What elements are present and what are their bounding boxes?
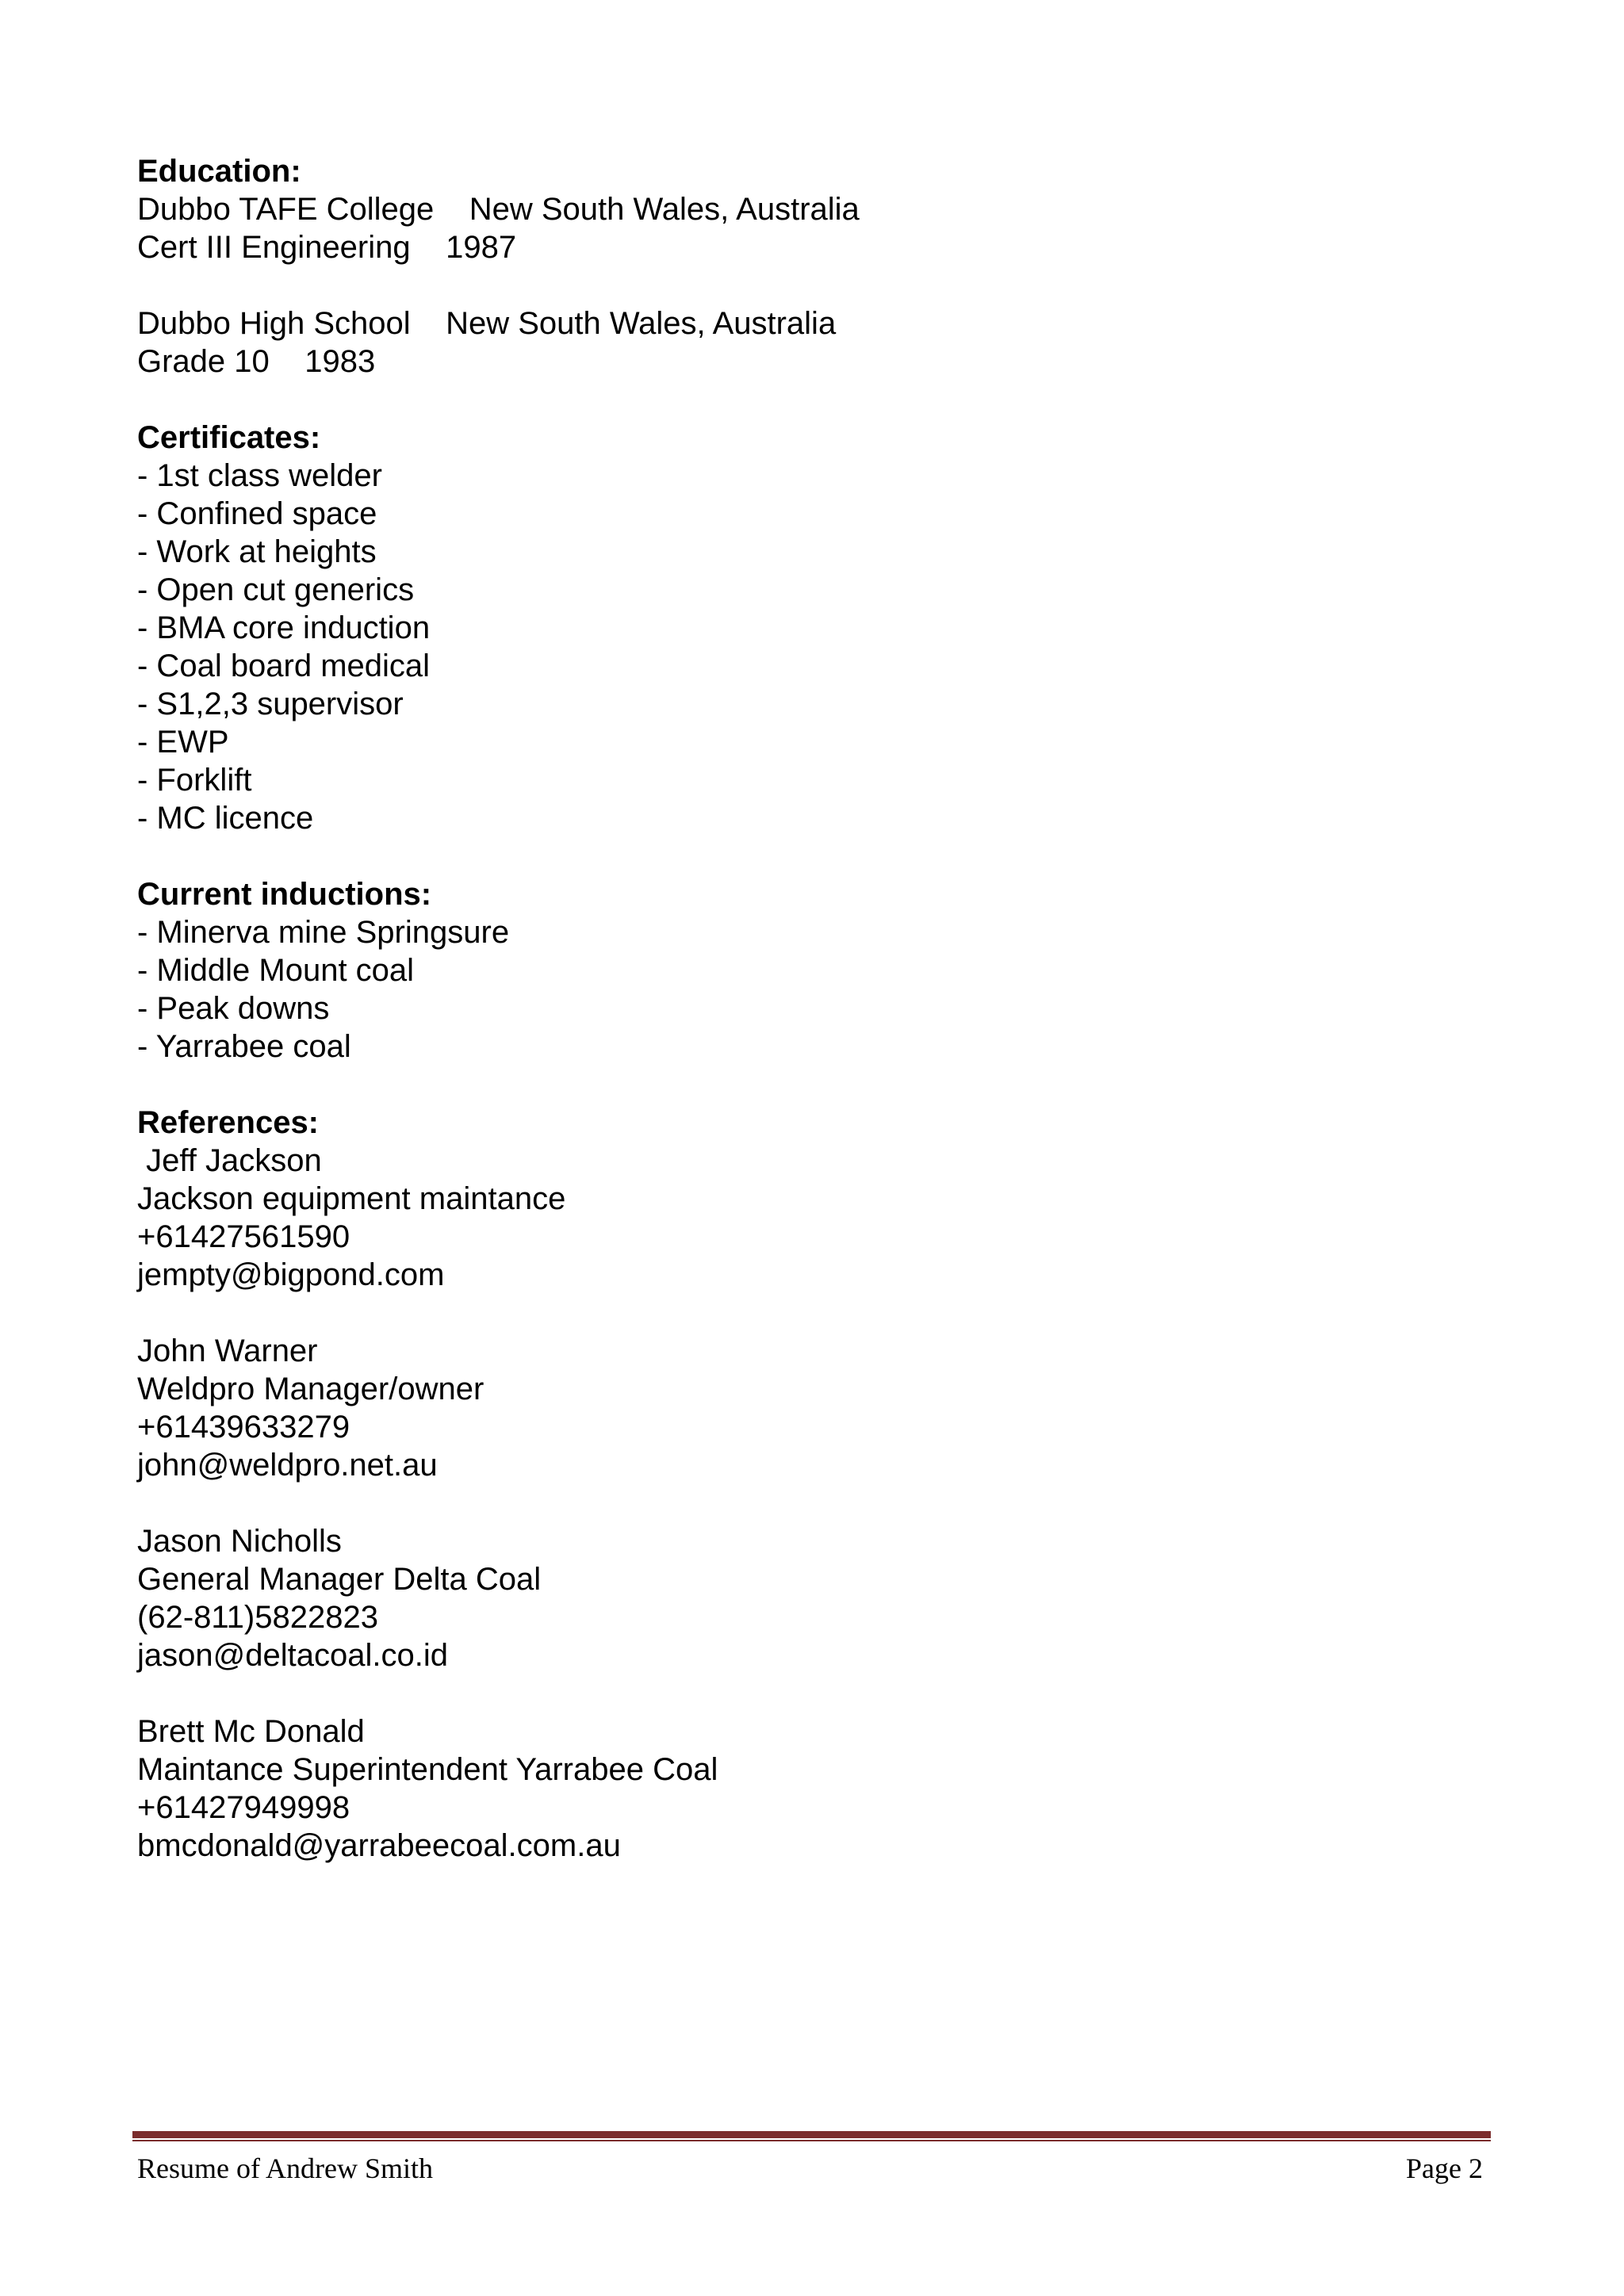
certificate-item: - S1,2,3 supervisor: [137, 687, 404, 721]
certificate-item: - EWP: [137, 725, 229, 760]
reference-4-phone: +61427949998: [137, 1790, 350, 1825]
reference-2-name: John Warner: [137, 1334, 318, 1368]
footer-document-title: Resume of Andrew Smith: [137, 2152, 433, 2184]
inductions-heading: Current inductions:: [137, 877, 432, 912]
induction-item: - Yarrabee coal: [137, 1029, 351, 1064]
education-entry-1-institution: Dubbo TAFE College New South Wales, Australia: [137, 192, 860, 227]
reference-1-name: Jeff Jackson: [137, 1143, 322, 1178]
education-entry-2: [137, 304, 1485, 381]
resume-page-content: [137, 152, 1485, 1903]
references-heading: References:: [137, 1105, 320, 1140]
reference-2-phone: +61439633279: [137, 1410, 350, 1445]
reference-4-email: bmcdonald@yarrabeecoal.com.au: [137, 1828, 621, 1863]
certificate-item: - Open cut generics: [137, 572, 415, 607]
footer-divider-thin: [132, 2140, 1491, 2141]
certificate-item: - MC licence: [137, 801, 314, 836]
footer-page-number: Page 2: [1406, 2152, 1483, 2184]
reference-2: [137, 1332, 1485, 1484]
references-section: [137, 1104, 1485, 1294]
reference-3-email: jason@deltacoal.co.id: [137, 1638, 448, 1673]
reference-1-email: jempty@bigpond.com: [137, 1257, 445, 1292]
education-entry-1-qualification: Cert III Engineering 1987: [137, 230, 517, 265]
education-entry-2-institution: Dubbo High School New South Wales, Australia: [137, 306, 837, 341]
induction-item: - Peak downs: [137, 991, 330, 1026]
certificate-item: - 1st class welder: [137, 458, 382, 493]
reference-4: [137, 1712, 1485, 1865]
reference-3-name: Jason Nicholls: [137, 1524, 342, 1559]
reference-3-role: General Manager Delta Coal: [137, 1562, 542, 1597]
reference-2-role: Weldpro Manager/owner: [137, 1372, 485, 1406]
reference-1-phone: +61427561590: [137, 1219, 350, 1254]
reference-2-email: john@weldpro.net.au: [137, 1448, 438, 1483]
education-heading: Education:: [137, 154, 301, 189]
inductions-section: [137, 875, 1485, 1066]
reference-4-role: Maintance Superintendent Yarrabee Coal: [137, 1752, 718, 1787]
induction-item: - Middle Mount coal: [137, 953, 415, 988]
certificate-item: - Confined space: [137, 496, 377, 531]
certificate-item: - BMA core induction: [137, 610, 431, 645]
certificate-item: - Work at heights: [137, 534, 377, 569]
certificate-item: - Coal board medical: [137, 649, 431, 683]
certificates-section: [137, 419, 1485, 837]
education-entry-2-qualification: Grade 10 1983: [137, 344, 376, 379]
reference-3: [137, 1522, 1485, 1674]
certificates-heading: Certificates:: [137, 420, 321, 455]
reference-1-role: Jackson equipment maintance: [137, 1181, 566, 1216]
footer-divider-thick: [132, 2131, 1491, 2138]
reference-3-phone: (62-811)5822823: [137, 1600, 378, 1635]
certificate-item: - Forklift: [137, 763, 252, 798]
induction-item: - Minerva mine Springsure: [137, 915, 510, 950]
reference-4-name: Brett Mc Donald: [137, 1714, 365, 1749]
education-section: [137, 152, 1485, 266]
